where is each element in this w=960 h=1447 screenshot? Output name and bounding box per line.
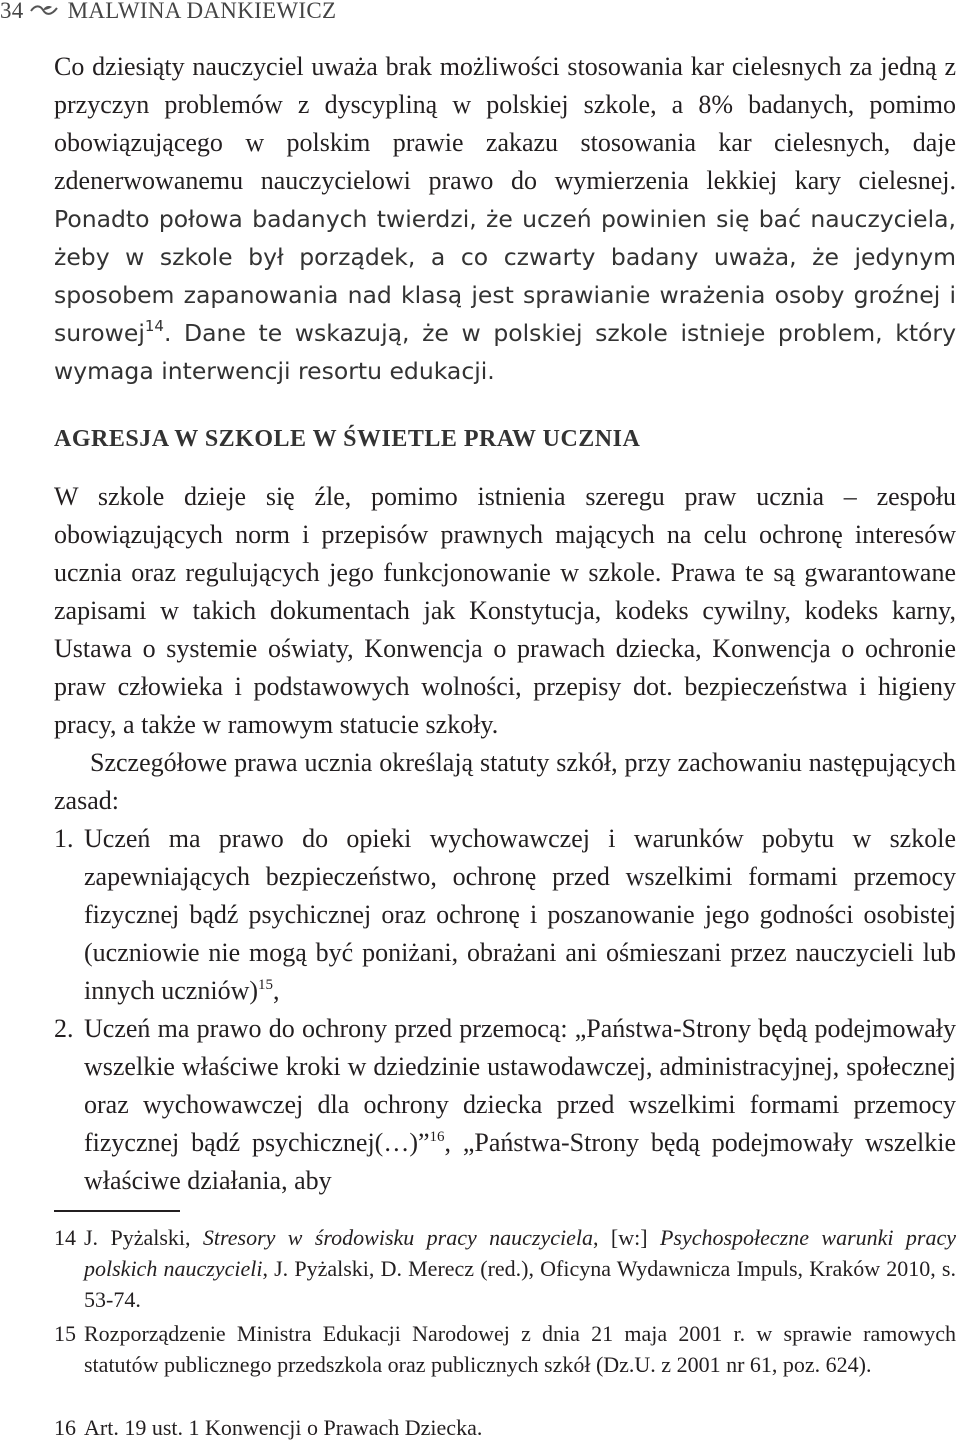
list-item — [54, 820, 956, 1010]
leaf-ornament-icon — [30, 0, 58, 24]
list-item-after: , „Państwa-Strony będą podejmowały wszelkie właściwe działania, aby — [84, 1128, 956, 1195]
footnote-text: Rozporządzenie Ministra Edukacji Narodowej z dnia 21 maja 2001 r. w sprawie ramowych statutów publicznego przedszkola oraz publicznych szkół (Dz.U. z 2001 nr 61, poz. 624). — [84, 1321, 956, 1377]
footnote-title-italic: Stresory w środowisku pracy nauczyciela — [202, 1225, 594, 1250]
list-item-number: 2. — [54, 1014, 74, 1043]
running-head — [0, 0, 336, 26]
footnote-ref-15[interactable]: 15 — [258, 977, 274, 993]
section-paragraph-1b: Prawa te są gwarantowane zapisami w takich dokumentach jak Konstytucja, kodeks cywilny, kodeks karny, Ustawa o systemie oświaty, Konwencja o prawach dziecka, Konwencja o ochronie praw człowieka i podstawowych wolności, przepisy dot. bezpieczeństwa i higieny pracy, a także w ramowym statucie szkoły. — [54, 558, 956, 739]
footnote-text: , J. Pyżalski, D. Merecz (red.), Oficyna Wydawnicza Impuls, Kraków 2010, s. 53-74. — [84, 1256, 956, 1312]
list-item-number: 1. — [54, 824, 74, 853]
footnote-text: , [w:] — [593, 1225, 660, 1250]
footnote-text: Art. 19 ust. 1 Konwencji o Prawach Dziecka. — [84, 1415, 483, 1440]
footnote-title-italic: Psychospołeczne warunki pracy polskich nauczycieli — [84, 1225, 956, 1281]
footnote-number: 16 — [54, 1415, 76, 1440]
footnote-number: 14 — [54, 1225, 76, 1250]
footnote-text: J. Pyżalski, — [84, 1225, 203, 1250]
footnote-14 — [54, 1222, 956, 1315]
intro-text-1: Co dziesiąty nauczyciel uważa brak możliwości stosowania kar cielesnych za jedną z przyczyn problemów z dyscypliną w polskiej szkole, a 8% badanych, pomimo obowiązującego w polskim prawie zakazu stosowania kar cielesnych, daje zdenerwowanemu nauczycielowi prawo do wymierzenia lekkiej kary cielesnej. — [54, 52, 956, 195]
footnote-16 — [54, 1412, 956, 1443]
footnote-ref-14[interactable]: 14 — [144, 317, 164, 335]
footnote-separator — [54, 1210, 180, 1212]
section-paragraph-2: Szczegółowe prawa ucznia określają statuty szkół, przy zachowaniu następujących zasad: — [54, 748, 956, 815]
section-heading: AGRESJA W SZKOLE W ŚWIETLE PRAW UCZNIA — [54, 426, 641, 452]
intro-text-3: . Dane te wskazują, że w polskiej szkole istnieje problem, który wymaga interwencji resortu edukacji. — [54, 319, 956, 385]
list-item — [54, 1010, 956, 1200]
list-item-text: Uczeń ma prawo do opieki wychowawczej i warunków pobytu w szkole zapewniających bezpieczeństwo, ochronę przed wszelkimi formami przemocy fizycznej bądź psychicznej oraz ochronę i poszanowanie jego godności osobistej (uczniowie nie mogą być poniżani, obrażani ani ośmieszani przez nauczycieli lub innych uczniów) — [84, 824, 956, 1005]
author-name: MALWINA DANKIEWICZ — [67, 0, 337, 23]
list-item-text: Uczeń ma prawo do ochrony przed przemocą: „Państwa-Strony będą podejmowały wszelkie właściwe kroki w dziedzinie ustawodawczej, administracyjnej, społecznej oraz wychowawczej dla ochrony dziecka przed wszelkimi formami przemocy fizycznej bądź psychicznej(…)” — [84, 1014, 956, 1157]
list-item-after: , — [273, 976, 280, 1005]
footnote-15 — [54, 1318, 956, 1380]
intro-text-2: Ponadto połowa badanych twierdzi, że uczeń powinien się bać nauczyciela, żeby w szkole był porządek, a co czwarty badany uważa, że jedynym sposobem zapanowania nad klasą jest sprawianie wrażenia osoby groźnej i surowej — [54, 205, 956, 347]
section-body — [54, 478, 956, 1200]
page-number: 34 — [0, 0, 24, 23]
footnote-ref-16[interactable]: 16 — [429, 1129, 445, 1145]
intro-paragraph — [54, 48, 956, 390]
footnote-number: 15 — [54, 1321, 76, 1346]
section-paragraph-1a: W szkole dzieje się źle, pomimo istnienia szeregu praw ucznia – zespołu obowiązujących norm i przepisów prawnych mających na celu ochronę interesów ucznia oraz regulujących jego funkcjonowanie w szkole. — [54, 482, 956, 587]
